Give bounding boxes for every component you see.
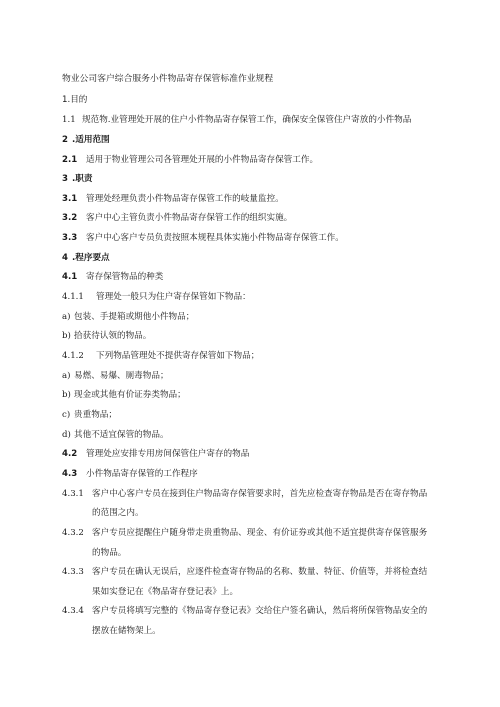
- item-text: 易燃、易爆、厕毒物品；: [74, 371, 169, 381]
- list-item: [62, 430, 169, 441]
- item-text: 客户中心客户专员在接到住户物品寄存保管要求时，首先应检查寄存物品是否在寄存物品: [92, 489, 428, 499]
- item-number: 4.3: [62, 469, 78, 479]
- paragraph-continuation: [92, 548, 126, 559]
- section-heading: [62, 135, 110, 146]
- section-number: 4: [62, 253, 68, 263]
- list-item: [62, 371, 169, 382]
- paragraph-line: [62, 213, 292, 224]
- list-item: [62, 312, 194, 323]
- paragraph-line: [62, 469, 198, 480]
- paragraph-continuation: [92, 508, 144, 519]
- section-text: .职责: [72, 174, 93, 184]
- item-text: 管理处经理负责小件物品寄存保管工作的岐量监控。: [86, 194, 284, 204]
- paragraph-continuation: [92, 626, 161, 637]
- item-text: 包装、手提箱或期他小件物品；: [74, 312, 195, 322]
- item-text: 摆放在储物架上。: [92, 626, 161, 636]
- item-text: 管理处应安排专用房间保管住户寄存的物品: [86, 449, 250, 459]
- paragraph-line: [62, 489, 427, 500]
- paragraph-line: [62, 115, 411, 126]
- section-heading: [62, 95, 87, 106]
- item-text: 适用于物业管理公司各管理处开展的小件物品寄存保管工作。: [86, 155, 319, 165]
- item-text: 的物品。: [92, 548, 127, 558]
- section-heading: [62, 253, 110, 264]
- item-number: 3.3: [62, 233, 78, 243]
- item-text: 其他不适宜保管的物品。: [74, 430, 169, 440]
- item-number: 4.3.4: [62, 606, 84, 616]
- item-text: 拾获待认领的物品。: [74, 331, 152, 341]
- list-item: [62, 410, 117, 421]
- item-marker: c): [62, 410, 71, 420]
- item-text: 寄存保管物品的种类: [86, 272, 164, 282]
- paragraph-continuation: [92, 587, 238, 598]
- item-number: 4.1.2: [62, 351, 84, 361]
- paragraph-line: [62, 155, 318, 166]
- item-marker: b): [62, 390, 71, 400]
- paragraph-line: [62, 194, 284, 205]
- paragraph-line: [62, 351, 259, 362]
- item-text: 客户专员将填写完整的《物品寄存登记表》交给住户签名确认，然后将所保管物品安全的: [92, 606, 428, 616]
- document-title: 物业公司客户综合服务小件物品寄存保管标准作业规程: [62, 74, 274, 84]
- list-item: [62, 390, 186, 401]
- item-number: 2.1: [62, 155, 78, 165]
- item-number: 1.1: [62, 115, 76, 125]
- paragraph-line: [62, 528, 427, 539]
- item-text: 管理处一般只为住户寄存保管如下物品：: [96, 292, 251, 302]
- paragraph-line: [62, 449, 249, 460]
- item-number: 4.3.1: [62, 489, 84, 499]
- item-number: 4.3.2: [62, 528, 84, 538]
- item-text: 客户中心主管负责小件物品寄存保管工作的组织实施。: [86, 213, 293, 223]
- item-number: 3.1: [62, 194, 78, 204]
- item-number: 4.1.1: [62, 292, 84, 302]
- item-text: 客户专员应提醒住户随身带走贵重物品、现金、有价证券或其他不适宜提供寄存保管服务: [92, 528, 428, 538]
- item-number: 4.3.3: [62, 567, 84, 577]
- section-number: 3: [62, 174, 68, 184]
- item-text: 规范物.业管理处开展的住户小件物品寄存保管工作，确保安全保管住户寄放的小件物品: [82, 115, 412, 125]
- section-number: 1.目的: [62, 95, 88, 105]
- section-text: .程序要点: [72, 253, 110, 263]
- item-text: 下列物品管理处不提供寄存保管如下物品；: [96, 351, 260, 361]
- item-marker: a): [62, 371, 71, 381]
- section-number: 2: [62, 135, 68, 145]
- list-item: [62, 331, 151, 342]
- item-number: 4.2: [62, 449, 78, 459]
- item-text: 客户专员在确认无误后，应逐件检查寄存物品的名称、数量、特征、价值等，并将检查结: [92, 567, 428, 577]
- item-number: 3.2: [62, 213, 78, 223]
- paragraph-line: [62, 233, 344, 244]
- item-number: 4.1: [62, 272, 78, 282]
- item-text: 的范围之内。: [92, 508, 144, 518]
- item-marker: a): [62, 312, 71, 322]
- paragraph-line: [62, 606, 427, 617]
- item-marker: d): [62, 430, 71, 440]
- paragraph-line: [62, 272, 163, 283]
- item-text: 果如实登记在《物品寄存登记表》上。: [92, 587, 239, 597]
- section-text: .适用范围: [72, 135, 110, 145]
- paragraph-line: [62, 292, 251, 303]
- item-text: 小件物品寄存保管的工作程序: [86, 469, 198, 479]
- item-marker: b): [62, 331, 71, 341]
- section-heading: [62, 174, 92, 185]
- paragraph-line: [62, 567, 427, 578]
- item-text: 贵重物品；: [74, 410, 117, 420]
- item-text: 客户中心客户专员负责按照本规程具体实施小件物品寄存保管工作。: [86, 233, 344, 243]
- item-text: 现金或其他有价证券类物品；: [74, 390, 186, 400]
